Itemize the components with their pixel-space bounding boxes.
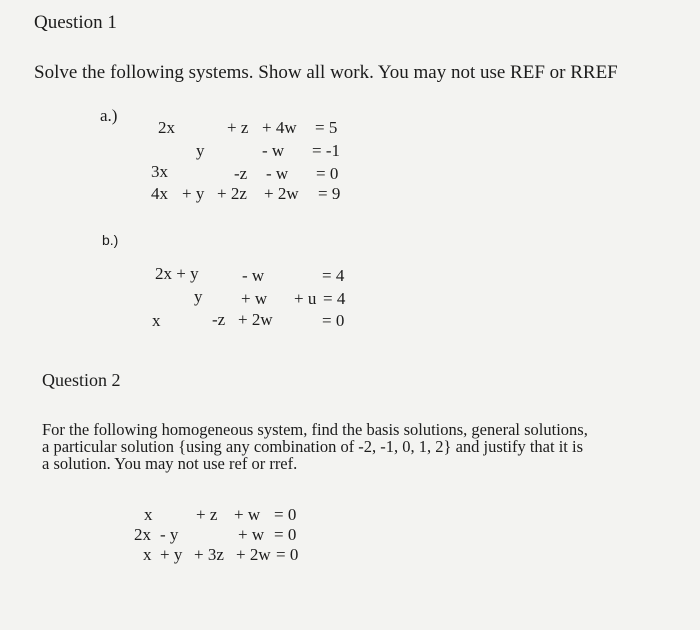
equation-term: + z	[227, 118, 249, 137]
equation-term: x	[152, 311, 161, 330]
equation-term: = 0	[322, 311, 345, 330]
equation-term: - w	[242, 266, 265, 285]
equation-term: = 0	[274, 505, 297, 524]
equation-term: + 4w	[262, 118, 297, 137]
equation-term: + y	[160, 545, 183, 564]
equation-term: = 4	[322, 266, 345, 285]
equation-term: y	[196, 141, 205, 160]
equation-term: + u	[294, 289, 317, 308]
paragraph-line: a solution. You may not use ref or rref.	[42, 454, 298, 473]
equation-term: 3x	[151, 162, 168, 181]
equation-term: x	[144, 505, 153, 524]
question-2-paragraph	[42, 421, 588, 472]
equation-term: = 0	[274, 525, 297, 544]
equation-term: + w	[238, 525, 265, 544]
equation-term: + y	[182, 184, 205, 203]
equation-term: + 2z	[217, 184, 247, 203]
equation-term: + 2w	[264, 184, 299, 203]
equation-term: - w	[262, 141, 285, 160]
equation-term: + 2w	[236, 545, 271, 564]
equation-term: 2x + y	[155, 264, 199, 283]
paragraph-line: For the following homogeneous system, find the basis solutions, general solutions,	[42, 420, 588, 439]
equation-term: 4x	[151, 184, 168, 203]
equation-term: = 9	[318, 184, 341, 203]
equation-term: = 5	[315, 118, 338, 137]
equation-term: y	[194, 287, 203, 306]
paragraph-line: a particular solution {using any combination of -2, -1, 0, 1, 2} and justify that it is	[42, 437, 584, 456]
equation-term: - y	[160, 525, 179, 544]
equation-term: + 2w	[238, 310, 273, 329]
equation-term: + w	[241, 289, 268, 308]
equation-term: = 4	[323, 289, 346, 308]
equation-term: -z	[212, 310, 226, 329]
question-1-title: Question 1	[34, 12, 117, 33]
equation-term: + 3z	[194, 545, 224, 564]
equation-term: = 0	[316, 164, 339, 183]
part-a-label: a.)	[100, 106, 118, 125]
equation-term: + z	[196, 505, 218, 524]
question-2-title: Question 2	[42, 370, 121, 390]
equation-term: 2x	[158, 118, 175, 137]
equation-term: - w	[266, 164, 289, 183]
equation-term: = -1	[312, 141, 340, 160]
equation-term: + w	[234, 505, 261, 524]
equation-term: x	[143, 545, 152, 564]
part-b-label: b.)	[102, 232, 119, 248]
equation-term: = 0	[276, 545, 299, 564]
equation-term: 2x	[134, 525, 151, 544]
equation-term: -z	[234, 164, 248, 183]
question-1-instruction: Solve the following systems. Show all work. You may not use REF or RREF	[34, 62, 618, 83]
